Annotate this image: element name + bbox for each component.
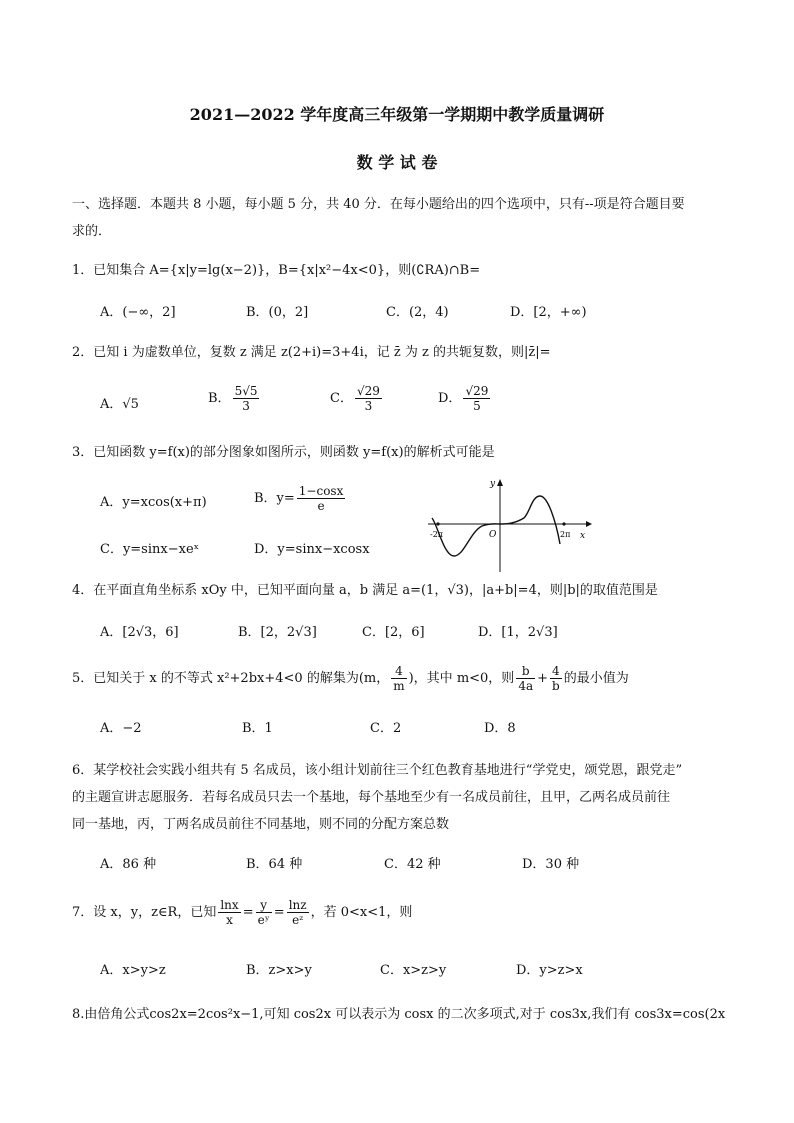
left-tick-point [436,522,439,525]
fraction-numerator: 5√5 [234,384,258,398]
exam-title: 2021—2022 学年度高三年级第一学期期中教学质量调研 [189,105,605,124]
fraction-denominator: 3 [242,399,250,413]
q7-fraction-y-over-ey [256,898,272,927]
q4-option-d: D．[1，2√3] [478,625,558,640]
fraction-numerator: 1−cosx [298,484,344,498]
q4-option-a: A．[2√3，6] [100,625,179,640]
right-tick-point [562,522,565,525]
fraction-denominator: x [226,913,233,927]
fraction-denominator: eʸ [257,913,270,927]
q7-option-b: B．z>x>y [246,963,312,978]
q6-option-d: D．30 种 [522,857,580,872]
q5-option-c: C．2 [370,721,402,736]
fraction-numerator: y [256,898,272,913]
q2-option-a: A．√5 [100,397,139,412]
q6-option-b: B．64 种 [246,857,303,872]
function-curve [432,496,560,556]
q3-option-b [254,484,347,513]
q3-option-b-fraction [297,484,346,513]
q7-option-a: A．x>y>z [100,963,166,978]
fraction-denominator: 3 [364,399,373,413]
q3-option-b-label: B．y= [254,491,295,506]
q2-stem: 2．已知 i 为虚数单位，复数 z 满足 z(2+i)=3+4i，记 z̄ 为 z 的共轭复数，则|z̄|= [72,345,551,360]
q1-option-d: D．[2，+∞) [510,305,587,320]
section-instruction-cont: 求的． [72,224,112,239]
fraction-numerator: lnz [288,898,307,912]
q3-option-a: A．y=xcos(x+π) [100,495,207,510]
q1-option-a: A．(−∞，2] [100,305,176,320]
q3-option-c: C．y=sinx−xeˣ [100,542,200,557]
q5-fraction-b-over-4a [516,664,535,693]
q7-stem [72,898,412,927]
q8-stem: 8.由倍角公式cos2x=2cos²x−1,可知 cos2x 可以表示为 cosx 的二次多项式,对于 cos3x,我们有 cos3x=cos(2x [72,1007,726,1022]
q3-option-d: D．y=sinx−xcosx [254,542,370,557]
q1-stem: 1．已知集合 A={x|y=lg(x−2)}，B={x|x²−4x<0}，则(∁RA)∩B= [72,263,481,278]
q5-fraction-4-over-m [391,664,406,693]
fraction-denominator: 4a [518,679,534,693]
q5-option-d: D．8 [484,721,516,736]
x-axis-arrow [586,521,592,527]
q7-stem-part2: ，若 0<x<1，则 [310,905,413,920]
q7-option-c: C．x>z>y [380,963,447,978]
fraction-denominator: eᶻ [292,913,304,927]
q5-stem [72,664,629,693]
q2-option-b-label: B． [208,391,231,406]
fraction-numerator: √29 [465,384,489,398]
fraction-denominator: 5 [473,399,481,413]
fraction-numerator: 4 [391,664,406,679]
q2-option-c-label: C． [330,391,353,406]
q4-option-c: C．[2，6] [362,625,425,640]
q3-function-graph [424,474,594,574]
q7-option-d: D．y>z>x [516,963,583,978]
q2-option-c-fraction [355,384,382,413]
q2-option-d-fraction [463,384,490,413]
left-tick-label: -2π [430,530,444,539]
origin-label: O [489,530,497,540]
q3-stem: 3．已知函数 y=f(x)的部分图象如图所示，则函数 y=f(x)的解析式可能是 [72,445,495,460]
q5-stem-part3: 的最小值为 [563,671,629,686]
fraction-numerator: √29 [356,384,380,398]
q1-option-c: C．(2，4) [386,305,449,320]
fraction-numerator: b [516,664,535,679]
exam-subtitle: 数 学 试 卷 [356,153,438,172]
q6-stem-line3: 同一基地，丙，丁两名成员前往不同基地，则不同的分配方案总数 [72,817,450,832]
q1-option-b: B．(0，2] [246,305,309,320]
fraction-numerator: 4 [550,664,562,679]
q2-option-c [330,384,384,413]
q5-plus-sign: + [537,671,549,686]
right-tick-label: 2π [560,530,571,539]
q5-fraction-4-over-b [550,664,562,693]
q6-option-c: C．42 种 [384,857,441,872]
q7-equals-2: = [273,905,285,920]
q4-option-b: B．[2，2√3] [238,625,317,640]
q2-option-d [438,384,492,413]
q7-fraction-lnx-over-x [218,898,240,927]
q7-fraction-lnz-over-ez [287,898,309,927]
y-axis-arrow [497,479,503,486]
q5-option-b: B．1 [242,721,273,736]
q2-option-b [208,384,261,413]
fraction-denominator: e [317,499,325,513]
q7-equals-1: = [242,905,254,920]
fraction-denominator: m [393,679,405,693]
q2-option-b-fraction [233,384,260,413]
q6-stem-line2: 的主题宣讲志愿服务．若每名成员只去一个基地，每个基地至少有一名成员前往，且甲，乙两名成员前往 [72,790,671,805]
q5-stem-part2: )，其中 m<0，则 [408,671,515,686]
q6-stem-line1: 6．某学校社会实践小组共有 5 名成员，该小组计划前往三个红色教育基地进行“学党史，颂党恩，跟党走” [72,763,683,778]
q5-stem-part1: 5．已知关于 x 的不等式 x²+2bx+4<0 的解集为(m， [72,671,390,686]
x-axis-label: x [580,531,586,541]
section-instruction: 一、选择题．本题共 8 小题，每小题 5 分，共 40 分．在每小题给出的四个选项中，只有--项是符合题目要 [72,197,685,212]
fraction-denominator: b [552,679,560,693]
q5-option-a: A．−2 [100,721,142,736]
q7-stem-part1: 7．设 x，y，z∈R，已知 [72,905,217,920]
y-axis-label: y [490,479,496,489]
q6-option-a: A．86 种 [100,857,157,872]
q2-option-d-label: D． [438,391,462,406]
q4-stem: 4．在平面直角坐标系 xOy 中，已知平面向量 a，b 满足 a=(1，√3)，|a+b|=4，则|b|的取值范围是 [72,583,658,598]
fraction-numerator: lnx [220,898,239,912]
